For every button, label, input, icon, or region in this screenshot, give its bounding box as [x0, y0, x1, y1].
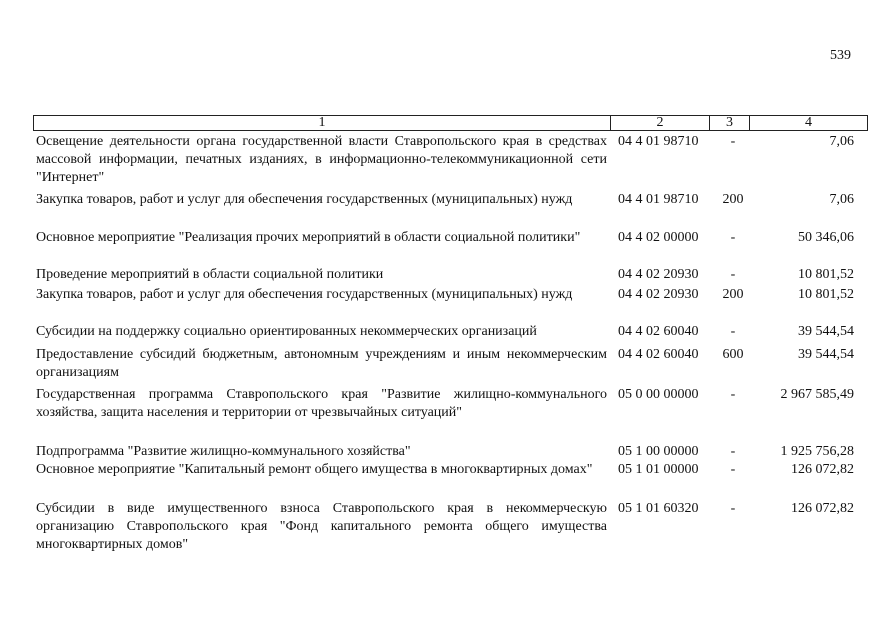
row-name: Государственная программа Ставропольского края "Развитие жилищно-коммунального хозяйства, защита населения и территории от чрезвычайных ситуаций" [36, 387, 607, 420]
row-name: Подпрограмма "Развитие жилищно-коммунального хозяйства" [36, 444, 411, 459]
table-header [33, 115, 868, 131]
header-col-2: 2 [611, 116, 710, 130]
header-col-3: 3 [710, 116, 750, 130]
row-sum: 39 544,54 [798, 324, 854, 339]
page-number: 539 [830, 48, 851, 63]
row-type: - [730, 230, 736, 245]
row-code: 04 4 02 00000 [618, 230, 699, 245]
row-code: 04 4 01 98710 [618, 134, 699, 149]
row-sum: 10 801,52 [798, 267, 854, 282]
row-sum: 126 072,82 [791, 462, 854, 477]
row-name: Предоставление субсидий бюджетным, автономным учреждениям и иным некоммерческим организациям [36, 347, 607, 380]
row-name: Основное мероприятие "Капитальный ремонт общего имущества в многоквартирных домах" [36, 462, 593, 477]
row-sum: 2 967 585,49 [780, 387, 854, 402]
row-name: Освещение деятельности органа государственной власти Ставропольского края в средствах массовой информации, печатных изданиях, в информационно-телекоммуникационной сети "Интернет" [36, 134, 607, 185]
row-code: 04 4 02 20930 [618, 267, 699, 282]
row-type: - [730, 134, 736, 149]
row-code: 05 1 01 60320 [618, 501, 699, 516]
header-col-1: 1 [34, 116, 611, 130]
row-name: Основное мероприятие "Реализация прочих мероприятий в области социальной политики" [36, 230, 581, 245]
row-code: 05 1 00 00000 [618, 444, 699, 459]
row-code: 04 4 01 98710 [618, 192, 699, 207]
row-type: 200 [722, 287, 744, 302]
row-type: - [730, 462, 736, 477]
row-name: Проведение мероприятий в области социальной политики [36, 267, 384, 282]
row-sum: 50 346,06 [798, 230, 854, 245]
row-sum: 7,06 [829, 192, 854, 207]
row-name: Субсидии в виде имущественного взноса Ставропольского края в некоммерческую организацию Ставропольского края "Фонд капитального ремонта общего имущества многоквартирных домов" [36, 501, 607, 552]
row-name: Закупка товаров, работ и услуг для обеспечения государственных (муниципальных) нужд [36, 192, 573, 207]
row-sum: 39 544,54 [798, 347, 854, 362]
row-code: 04 4 02 60040 [618, 324, 699, 339]
row-type: - [730, 387, 736, 402]
row-type: 600 [722, 347, 744, 362]
row-type: - [730, 501, 736, 516]
row-type: - [730, 324, 736, 339]
row-name: Закупка товаров, работ и услуг для обеспечения государственных (муниципальных) нужд [36, 287, 573, 302]
row-sum: 126 072,82 [791, 501, 854, 516]
row-code: 04 4 02 60040 [618, 347, 699, 362]
row-sum: 10 801,52 [798, 287, 854, 302]
row-type: - [730, 444, 736, 459]
header-col-4: 4 [805, 115, 812, 130]
row-type: 200 [722, 192, 744, 207]
row-name: Субсидии на поддержку социально ориентированных некоммерческих организаций [36, 324, 537, 339]
row-code: 05 1 01 00000 [618, 462, 699, 477]
row-sum: 1 925 756,28 [780, 444, 854, 459]
row-code: 05 0 00 00000 [618, 387, 699, 402]
row-sum: 7,06 [829, 134, 854, 149]
row-code: 04 4 02 20930 [618, 287, 699, 302]
row-type: - [730, 267, 736, 282]
